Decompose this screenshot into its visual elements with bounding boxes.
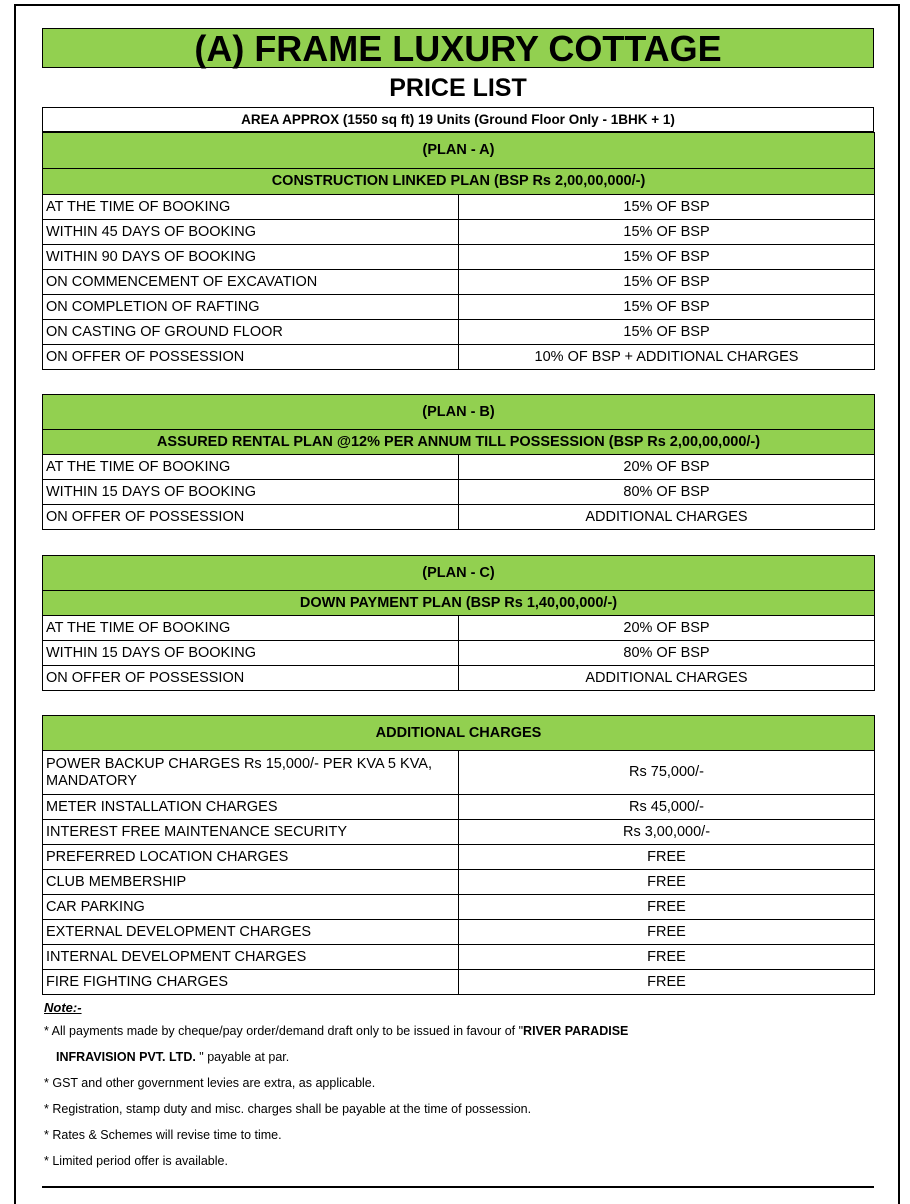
table-row [43, 666, 875, 691]
additional-charges-table [42, 715, 875, 995]
note-text: Registration, stamp duty and misc. charges shall be payable at the time of possession. [52, 1102, 532, 1116]
table-row [43, 820, 875, 845]
row-value: ADDITIONAL CHARGES [459, 666, 875, 691]
note-text: Limited period offer is available. [52, 1154, 228, 1168]
row-value: FREE [459, 920, 875, 945]
table-row [43, 945, 875, 970]
note-text: All payments made by cheque/pay order/demand draft only to be issued in favour of " [51, 1024, 524, 1038]
note-text: GST and other government levies are extra, as applicable. [52, 1076, 376, 1090]
row-label: AT THE TIME OF BOOKING [43, 195, 459, 220]
plan-a-title: (PLAN - A) [43, 133, 875, 169]
notes-section [44, 998, 874, 1174]
row-value: 15% OF BSP [459, 245, 875, 270]
page-title: (A) FRAME LUXURY COTTAGE [42, 28, 874, 68]
table-row [43, 641, 875, 666]
row-label: ON OFFER OF POSSESSION [43, 505, 459, 530]
row-value: 80% OF BSP [459, 480, 875, 505]
row-label: ON COMMENCEMENT OF EXCAVATION [43, 270, 459, 295]
table-row [43, 245, 875, 270]
note-bullet: * [44, 1076, 49, 1090]
table-row [43, 195, 875, 220]
row-label: EXTERNAL DEVELOPMENT CHARGES [43, 920, 459, 945]
row-label: CAR PARKING [43, 895, 459, 920]
note-bullet: * [44, 1102, 49, 1116]
company-name-part2: INFRAVISION PVT. LTD. [56, 1050, 196, 1064]
company-name-part1: RIVER PARADISE [523, 1024, 629, 1038]
notes-heading: Note:- [44, 1000, 82, 1015]
note-item [44, 1148, 874, 1174]
row-label: METER INSTALLATION CHARGES [43, 795, 459, 820]
plan-c-title: (PLAN - C) [43, 556, 875, 591]
plan-b-table [42, 394, 875, 530]
note-item [44, 1070, 874, 1096]
table-row [43, 320, 875, 345]
table-row [43, 920, 875, 945]
plan-b-subtitle: ASSURED RENTAL PLAN @12% PER ANNUM TILL POSSESSION (BSP Rs 2,00,00,000/-) [43, 430, 875, 455]
row-label: WITHIN 15 DAYS OF BOOKING [43, 641, 459, 666]
row-value: 10% OF BSP + ADDITIONAL CHARGES [459, 345, 875, 370]
area-info: AREA APPROX (1550 sq ft) 19 Units (Ground Floor Only - 1BHK + 1) [42, 107, 874, 132]
row-label: AT THE TIME OF BOOKING [43, 455, 459, 480]
row-label: PREFERRED LOCATION CHARGES [43, 845, 459, 870]
bottom-divider [42, 1186, 874, 1188]
row-value: 80% OF BSP [459, 641, 875, 666]
row-label: CLUB MEMBERSHIP [43, 870, 459, 895]
row-value: FREE [459, 945, 875, 970]
row-label: AT THE TIME OF BOOKING [43, 616, 459, 641]
row-value: FREE [459, 970, 875, 995]
row-value: ADDITIONAL CHARGES [459, 505, 875, 530]
table-row [43, 970, 875, 995]
plan-b-title: (PLAN - B) [43, 395, 875, 430]
row-value: 15% OF BSP [459, 195, 875, 220]
table-row [43, 295, 875, 320]
row-label: WITHIN 45 DAYS OF BOOKING [43, 220, 459, 245]
row-value: 20% OF BSP [459, 616, 875, 641]
table-row [43, 845, 875, 870]
note-bullet: * [44, 1154, 49, 1168]
power-backup-label-line1: POWER BACKUP CHARGES Rs 15,000/- PER KVA 5 KVA, [46, 755, 432, 772]
row-value: FREE [459, 845, 875, 870]
power-backup-label-line2: MANDATORY [46, 772, 138, 789]
row-label: FIRE FIGHTING CHARGES [43, 970, 459, 995]
note-item-continued [44, 1044, 874, 1070]
row-value: 15% OF BSP [459, 320, 875, 345]
table-row [43, 895, 875, 920]
table-row [43, 870, 875, 895]
row-label: ON OFFER OF POSSESSION [43, 666, 459, 691]
table-row [43, 480, 875, 505]
row-label: INTERNAL DEVELOPMENT CHARGES [43, 945, 459, 970]
note-text: Rates & Schemes will revise time to time. [52, 1128, 282, 1142]
row-value: 15% OF BSP [459, 270, 875, 295]
table-row [43, 795, 875, 820]
row-value: Rs 75,000/- [459, 751, 875, 795]
table-row [43, 505, 875, 530]
row-label: WITHIN 90 DAYS OF BOOKING [43, 245, 459, 270]
row-value: FREE [459, 870, 875, 895]
row-value: 15% OF BSP [459, 295, 875, 320]
additional-charges-title: ADDITIONAL CHARGES [43, 716, 875, 751]
row-value: 20% OF BSP [459, 455, 875, 480]
plan-a-table [42, 132, 875, 370]
row-value: Rs 3,00,000/- [459, 820, 875, 845]
plan-a-subtitle: CONSTRUCTION LINKED PLAN (BSP Rs 2,00,00,000/-) [43, 169, 875, 195]
plan-c-table [42, 555, 875, 691]
note-bullet: * [44, 1024, 49, 1038]
row-label: ON COMPLETION OF RAFTING [43, 295, 459, 320]
table-row [43, 455, 875, 480]
note-item [44, 1122, 874, 1148]
row-label: ON CASTING OF GROUND FLOOR [43, 320, 459, 345]
table-row [43, 345, 875, 370]
price-list-heading: PRICE LIST [389, 74, 527, 102]
table-row [43, 270, 875, 295]
note-item [44, 1018, 874, 1044]
table-row [43, 220, 875, 245]
note-bullet: * [44, 1128, 49, 1142]
note-item [44, 1096, 874, 1122]
plan-c-subtitle: DOWN PAYMENT PLAN (BSP Rs 1,40,00,000/-) [43, 591, 875, 616]
row-label [43, 751, 459, 795]
row-value: 15% OF BSP [459, 220, 875, 245]
row-label: ON OFFER OF POSSESSION [43, 345, 459, 370]
row-label: WITHIN 15 DAYS OF BOOKING [43, 480, 459, 505]
table-row [43, 751, 875, 795]
note-text: " payable at par. [195, 1050, 290, 1064]
table-row [43, 616, 875, 641]
row-value: Rs 45,000/- [459, 795, 875, 820]
row-value: FREE [459, 895, 875, 920]
row-label: INTEREST FREE MAINTENANCE SECURITY [43, 820, 459, 845]
